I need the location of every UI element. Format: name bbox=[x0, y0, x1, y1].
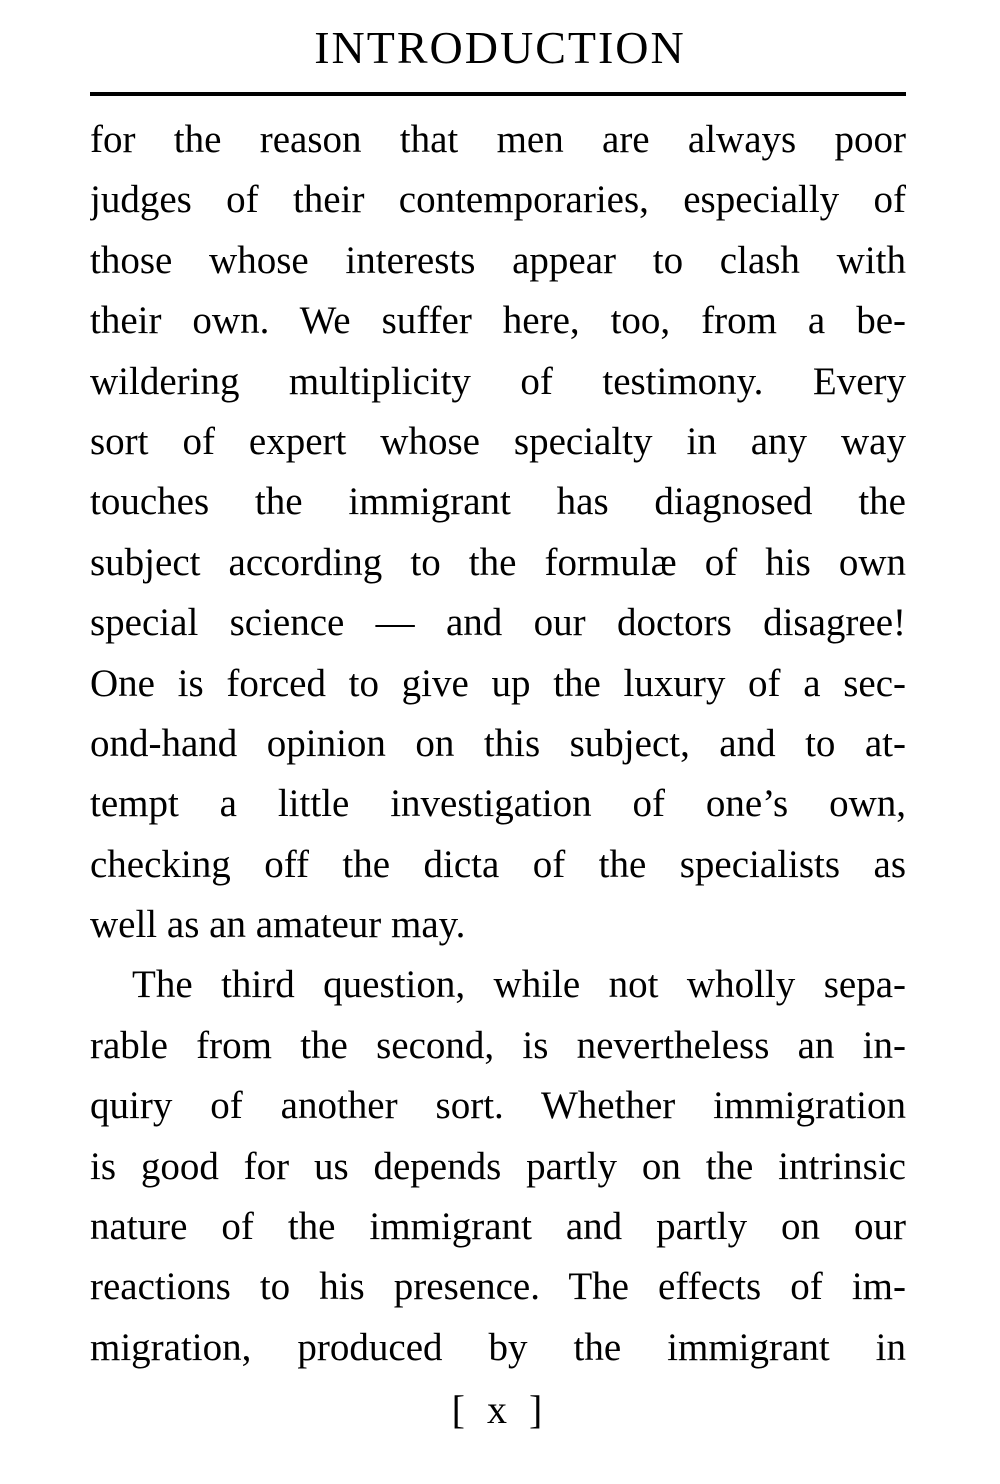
text-line: quiry of another sort. Whether immigration bbox=[90, 1084, 906, 1128]
text-line: judges of their contemporaries, especially of bbox=[90, 178, 906, 222]
paragraph-2 bbox=[90, 955, 906, 1378]
text-line: subject according to the formulæ of his own bbox=[90, 540, 906, 584]
text-line: checking off the dicta of the specialists as bbox=[90, 842, 906, 886]
text-line: sort of expert whose specialty in any way bbox=[90, 419, 906, 463]
paragraph-1 bbox=[90, 110, 906, 955]
page-number: [ x ] bbox=[451, 1387, 549, 1432]
text-line: rable from the second, is nevertheless an in- bbox=[90, 1023, 906, 1067]
text-line: those whose interests appear to clash with bbox=[90, 238, 906, 282]
text-line: touches the immigrant has diagnosed the bbox=[90, 480, 906, 524]
header-rule bbox=[90, 92, 906, 96]
running-head: INTRODUCTION bbox=[314, 22, 686, 73]
text-line: ond-hand opinion on this subject, and to at- bbox=[90, 721, 906, 765]
text-line: tempt a little investigation of one’s own, bbox=[90, 782, 906, 826]
text-line: for the reason that men are always poor bbox=[90, 118, 906, 161]
text-line: migration, produced by the immigrant in bbox=[90, 1325, 906, 1369]
text-line: their own. We suffer here, too, from a be- bbox=[90, 299, 906, 343]
text-line: wildering multiplicity of testimony. Every bbox=[90, 359, 906, 403]
text-line: is good for us depends partly on the intrinsic bbox=[90, 1144, 906, 1188]
text-line: One is forced to give up the luxury of a sec- bbox=[90, 661, 906, 705]
page-body bbox=[90, 110, 906, 1378]
text-line: reactions to his presence. The effects of im- bbox=[90, 1265, 906, 1309]
text-line: special science — and our doctors disagree! bbox=[90, 601, 906, 645]
text-line: nature of the immigrant and partly on our bbox=[90, 1205, 906, 1249]
text-line: well as an amateur may. bbox=[90, 903, 466, 947]
text-line: The third question, while not wholly sepa- bbox=[132, 963, 906, 1007]
